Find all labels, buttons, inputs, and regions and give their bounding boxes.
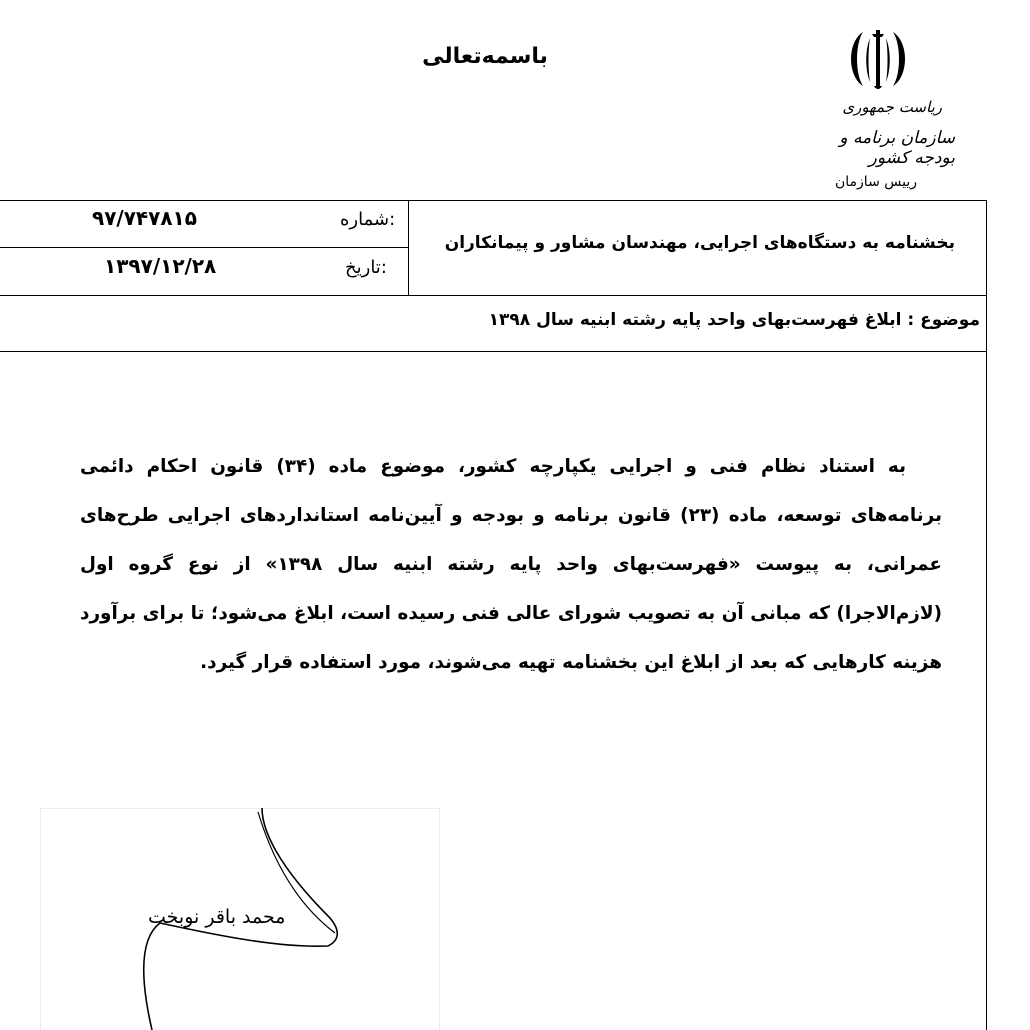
iran-emblem-icon xyxy=(843,24,913,94)
number-label: شماره: xyxy=(340,209,396,230)
handwritten-signature xyxy=(40,808,440,1030)
recipients-line: بخشنامه به دستگاه‌های اجرایی، مهندسان مشاور و پیمانکاران xyxy=(444,233,955,253)
subject-line: موضوع : ابلاغ فهرست‌بهای واحد پایه رشته ابنیه سال ۱۳۹۸ xyxy=(488,310,980,330)
signer-name: محمد باقر نوبخت xyxy=(148,906,286,928)
org-line-presidency: ریاست جمهوری xyxy=(842,98,942,116)
letter-header-table xyxy=(0,200,987,352)
letter-body: به استناد نظام فنی و اجرایی یکپارچه کشور، موضوع ماده (۳۴) قانون احکام دائمی برنامه‌های توسعه، ماده (۲۳) قانون برنامه و بودجه و آیین‌نامه استانداردهای اجرایی طرح‌های عمرانی، به پیوست «فهرست‌بهای واحد پایه رشته ابنیه سال ۱۳۹۸» از نوع گروه اول (لازم‌الاجرا) که مبانی آن به تصویب شورای عالی فنی رسیده است، ابلاغ می‌شود؛ تا برای برآورد هزینه کارهایی که بعد از ابلاغ این بخشنامه تهیه می‌شوند، مورد استفاده قرار گیرد. xyxy=(80,456,942,673)
page-frame-right-border xyxy=(986,352,987,1030)
org-line-organization: سازمان برنامه و بودجه کشور xyxy=(839,128,955,168)
invocation-heading: باسمه‌تعالی xyxy=(422,44,548,69)
date-value: ۱۳۹۷/۱۲/۲۸ xyxy=(104,254,217,278)
date-label: تاریخ: xyxy=(345,257,387,278)
org-line-head: رییس سازمان xyxy=(835,174,917,190)
number-value: ۹۷/۷۴۷۸۱۵ xyxy=(92,206,197,230)
